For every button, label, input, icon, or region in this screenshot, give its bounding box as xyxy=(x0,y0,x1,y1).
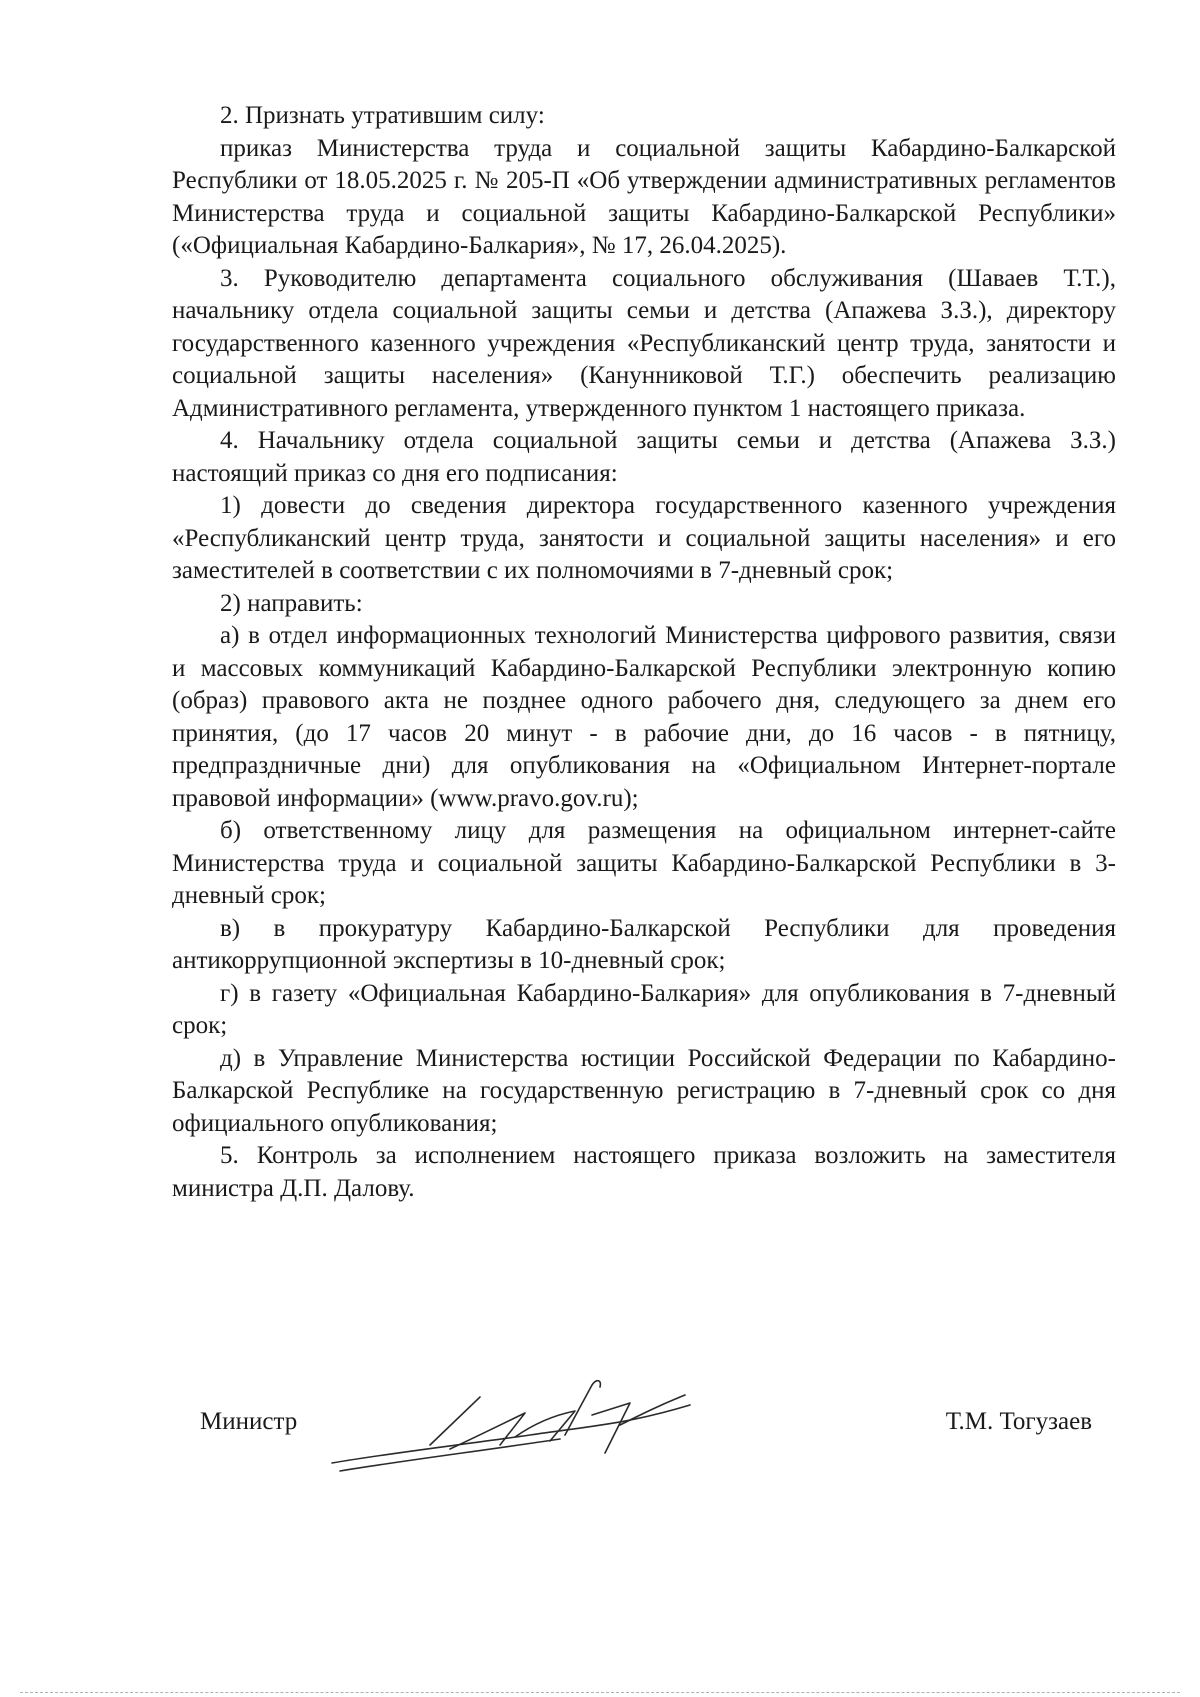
paragraph-subitem-2: 2) направить: xyxy=(220,589,363,617)
paragraph-subitem-d: д) в Управление Министерства юстиции Российской Федерации по Кабардино-Балкарской Республике на государственную регистрацию в 7-дневный срок со дня официального опубликования; xyxy=(172,1044,1116,1137)
document-body xyxy=(172,100,1116,1205)
paragraph-repealed-order: приказ Министерства труда и социальной защиты Кабардино-Балкарской Республики от 18.05.2025 г. № 205-П «Об утверждении административных регламентов Министерства труда и социальной защиты Кабардино-Балкарской Республики» («Официальная Кабардино-Балкария», № 17, 26.04.2025). xyxy=(172,134,1116,259)
signature-block xyxy=(0,1380,1200,1490)
paragraph-subitem-1: 1) довести до сведения директора государственного казенного учреждения «Республиканский центр труда, занятости и социальной защиты населения» и его заместителей в соответствии с их полномочиями в 7-дневный срок; xyxy=(172,492,1116,584)
paragraph-item-2-heading: 2. Признать утратившим силу: xyxy=(220,102,545,129)
signatory-title: Министр xyxy=(200,1408,298,1435)
handwritten-signature xyxy=(330,1375,720,1485)
paragraph-item-4: 4. Начальнику отдела социальной защиты семьи и детства (Апажева З.З.) настоящий приказ со дня его подписания: xyxy=(172,427,1116,487)
paragraph-subitem-v: в) в прокуратуру Кабардино-Балкарской Республики для проведения антикоррупционной экспертизы в 10-дневный срок; xyxy=(172,914,1116,974)
paragraph-item-5: 5. Контроль за исполнением настоящего приказа возложить на заместителя министра Д.П. Далову. xyxy=(172,1142,1116,1202)
paragraph-subitem-g: г) в газету «Официальная Кабардино-Балкария» для опубликования в 7-дневный срок; xyxy=(172,979,1116,1039)
paragraph-item-3: 3. Руководителю департамента социального обслуживания (Шаваев Т.Т.), начальнику отдела социальной защиты семьи и детства (Апажева З.З.), директору государственного казенного учреждения «Республиканский центр труда, занятости и социальной защиты населения» (Канунниковой Т.Г.) обеспечить реализацию Административного регламента, утвержденного пунктом 1 настоящего приказа. xyxy=(172,264,1116,422)
page-bottom-edge xyxy=(20,1692,1180,1693)
paragraph-subitem-a: а) в отдел информационных технологий Министерства цифрового развития, связи и массовых коммуникаций Кабардино-Балкарской Республики электронную копию (образ) правового акта не позднее одного рабочего дня, следующего за днем его принятия, (до 17 часов 20 минут - в рабочие дни, до 16 часов - в пятницу, предпраздничные дни) для опубликования на «Официальном Интернет-портале правовой информации» (www.pravo.gov.ru); xyxy=(172,622,1116,812)
paragraph-subitem-b: б) ответственному лицу для размещения на официальном интернет-сайте Министерства труда и социальной защиты Кабардино-Балкарской Республики в 3-дневный срок; xyxy=(172,817,1116,909)
signatory-name: Т.М. Тогузаев xyxy=(945,1408,1092,1435)
